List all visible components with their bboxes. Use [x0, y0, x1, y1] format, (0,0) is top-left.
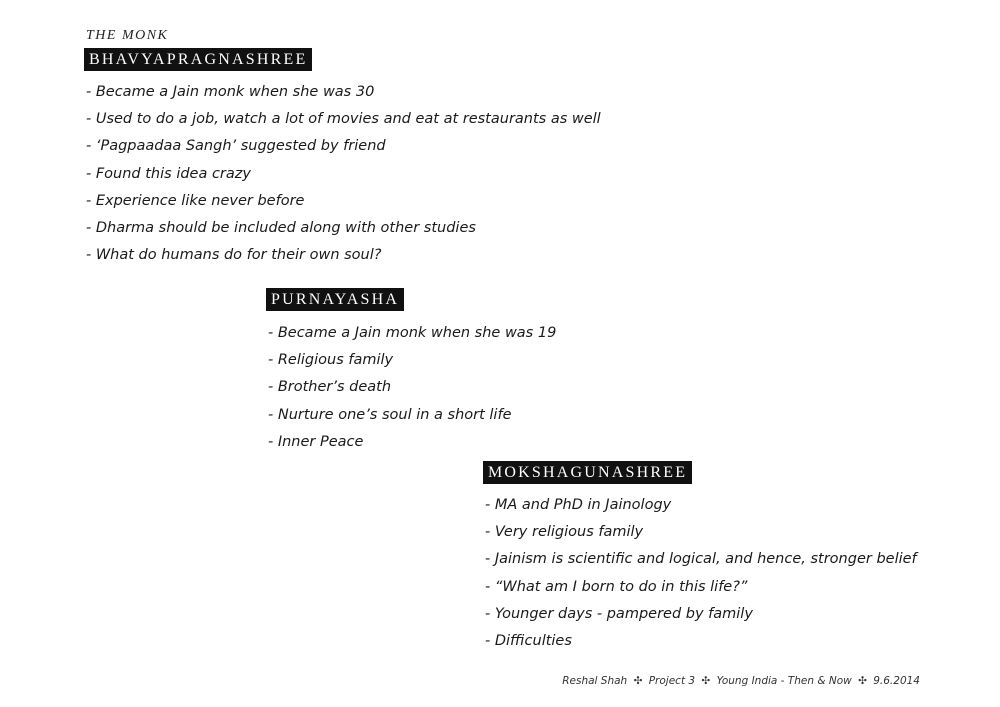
list-item: - Used to do a job, watch a lot of movies and eat at restaurants as well [86, 111, 601, 128]
list-item: - Religious family [268, 352, 394, 369]
footer-title: Young India - Then & Now [716, 675, 852, 687]
section-list-purnayasha [268, 320, 556, 456]
list-item: - Brother’s death [268, 379, 392, 396]
list-item: - Inner Peace [268, 433, 364, 450]
section-list-mokshagunashree [485, 492, 917, 655]
list-item: - Jainism is scientific and logical, and hence, stronger belief [485, 551, 917, 568]
section-title-mokshagunashree: MOKSHAGUNASHREE [483, 461, 692, 484]
separator-icon: ✣ [633, 675, 643, 687]
list-item: - Very religious family [485, 524, 644, 541]
list-item: - “What am I born to do in this life?” [485, 578, 748, 595]
page-kicker: THE MONK [86, 28, 169, 43]
list-item: - What do humans do for their own soul? [86, 247, 382, 264]
list-item: - MA and PhD in Jainology [485, 497, 672, 513]
footer-date: 9.6.2014 [873, 675, 920, 687]
footer-project: Project 3 [648, 675, 696, 687]
section-list-bhavyapragnashree [86, 79, 601, 269]
list-item: - Became a Jain monk when she was 19 [268, 325, 557, 341]
list-item: - Became a Jain monk when she was 30 [86, 84, 375, 100]
separator-icon: ✣ [858, 675, 867, 687]
list-item: - Dharma should be included along with other studies [86, 219, 476, 236]
footer-credits [562, 675, 920, 687]
list-item: - Younger days - pampered by family [485, 605, 753, 622]
section-title-purnayasha: PURNAYASHA [266, 288, 404, 311]
list-item: - ‘Pagpaadaa Sangh’ suggested by friend [86, 138, 386, 155]
separator-icon: ✣ [701, 675, 711, 687]
list-item: - Difficulties [485, 632, 572, 649]
footer-author: Reshal Shah [562, 675, 628, 687]
list-item: - Found this idea crazy [86, 165, 251, 182]
list-item: - Nurture one’s soul in a short life [268, 406, 512, 423]
list-item: - Experience like never before [86, 192, 305, 209]
section-title-bhavyapragnashree: BHAVYAPRAGNASHREE [84, 48, 312, 71]
